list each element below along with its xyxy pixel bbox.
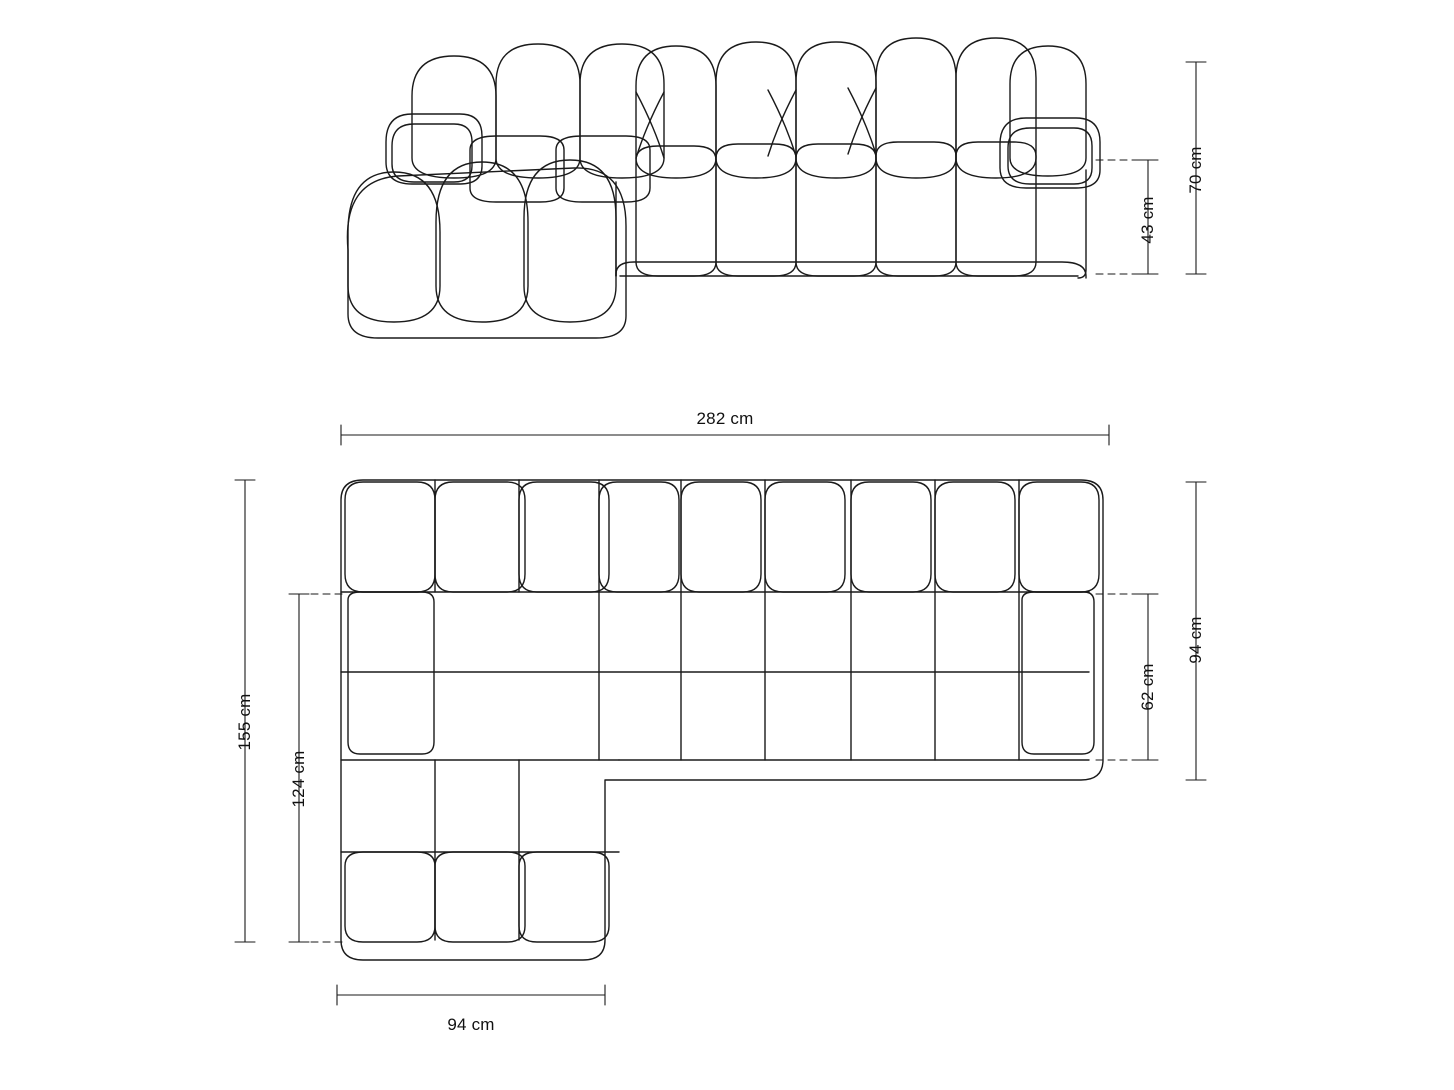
dim-label-height-43: 43 cm [1138,196,1157,244]
dim-label-height-70: 70 cm [1186,146,1205,194]
front-view-sofa [347,38,1206,338]
dim-label-depth-62: 62 cm [1138,663,1157,711]
dim-label-depth-124: 124 cm [289,750,308,808]
dim-label-depth-155: 155 cm [235,693,254,751]
dim-label-width-282: 282 cm [696,409,754,428]
dim-label-depth-94: 94 cm [1186,616,1205,664]
top-view-sofa [235,425,1206,1005]
dim-label-width-94: 94 cm [447,1015,495,1034]
